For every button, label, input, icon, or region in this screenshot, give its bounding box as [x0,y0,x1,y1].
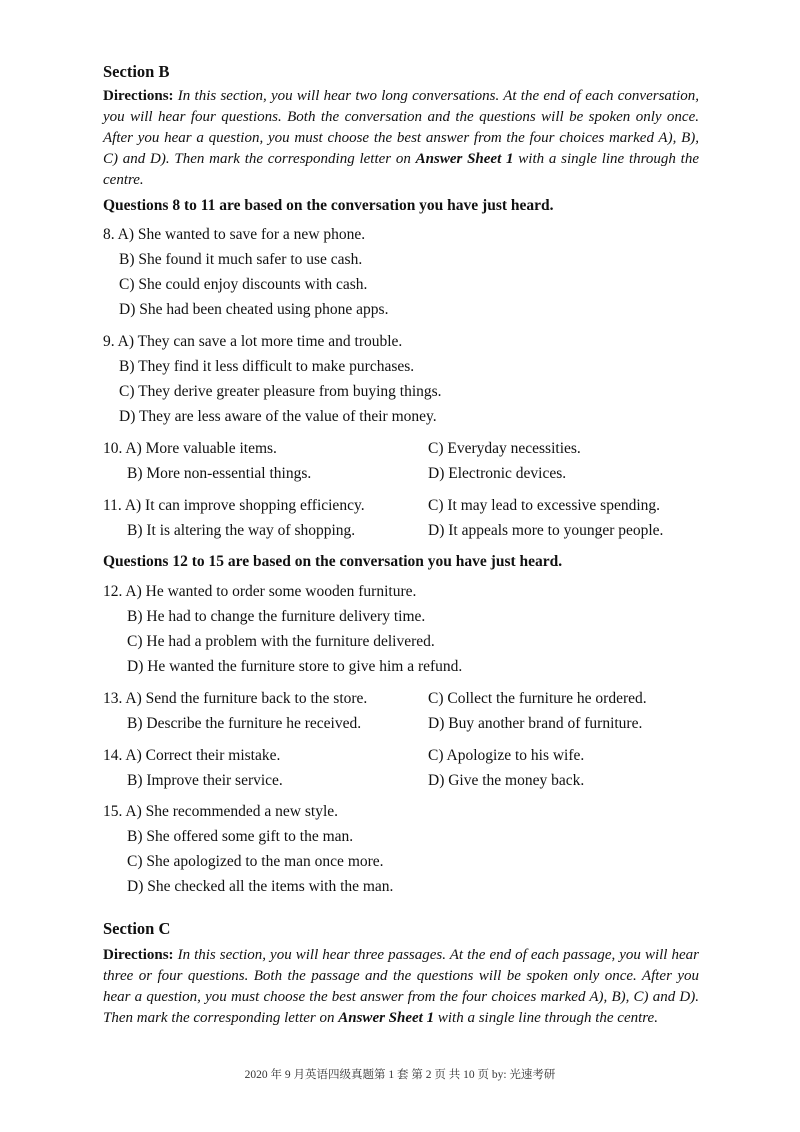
directions-text-end: with a single line through the centre. [434,1010,658,1026]
q11-option-d: D) It appeals more to younger people. [428,522,664,539]
q10-option-c: C) Everyday necessities. [428,440,581,457]
section-c-directions [103,945,699,1029]
q11-option-c: C) It may lead to excessive spending. [428,497,661,514]
section-c-title: Section C [103,919,171,938]
answer-sheet-ref: Answer Sheet 1 [338,1010,435,1026]
directions-label: Directions: [103,88,174,104]
q14-option-d: D) Give the money back. [428,772,585,789]
page-footer: 2020 年 9 月英语四级真题第 1 套 第 2 页 共 10 页 by: 光速考研 [244,1069,556,1081]
section-b-title: Section B [103,62,170,81]
q9-option-d: D) They are less aware of the value of their money. [119,408,437,425]
directions-text: In this section, you will hear two long conversations. At the end of each conversation, you will hear four questions. Both the conversation and the questions will be spoken only once. After you hear a question, you must choose the best answer from the four choices marked A), B), C) and D). Then mark the corresponding letter on [103,88,699,167]
q12-option-d: D) He wanted the furniture store to give him a refund. [127,658,463,675]
q9-option-a: 9. A) They can save a lot more time and trouble. [103,333,403,350]
questions-8-11-header: Questions 8 to 11 are based on the conversation you have just heard. [103,197,554,214]
directions-label: Directions: [103,947,174,963]
q8-option-b: B) She found it much safer to use cash. [119,251,363,268]
q11-option-a: 11. A) It can improve shopping efficiency. [103,497,365,514]
q15-option-c: C) She apologized to the man once more. [127,853,384,870]
q8-option-a: 8. A) She wanted to save for a new phone. [103,226,366,243]
q15-option-a: 15. A) She recommended a new style. [103,803,339,820]
q11-option-b: B) It is altering the way of shopping. [127,522,356,539]
q15-option-b: B) She offered some gift to the man. [127,828,354,845]
q10-option-a: 10. A) More valuable items. [103,440,277,457]
q10-option-d: D) Electronic devices. [428,465,567,482]
directions-text-end: with a single line through the centre. [103,151,699,188]
q12-option-c: C) He had a problem with the furniture delivered. [127,633,435,650]
q12-option-a: 12. A) He wanted to order some wooden furniture. [103,583,417,600]
q9-option-b: B) They find it less difficult to make purchases. [119,358,415,375]
q15-option-d: D) She checked all the items with the man. [127,878,394,895]
q12-option-b: B) He had to change the furniture delivery time. [127,608,426,625]
q8-option-c: C) She could enjoy discounts with cash. [119,276,368,293]
q9-option-c: C) They derive greater pleasure from buying things. [119,383,442,400]
questions-12-15-header: Questions 12 to 15 are based on the conversation you have just heard. [103,553,563,570]
q13-option-b: B) Describe the furniture he received. [127,715,362,732]
q13-option-d: D) Buy another brand of furniture. [428,715,643,732]
q13-option-c: C) Collect the furniture he ordered. [428,690,647,707]
q8-option-d: D) She had been cheated using phone apps. [119,301,389,318]
directions-text: In this section, you will hear three passages. At the end of each passage, you will hear three or four questions. Both the passage and the questions will be spoken only once. After you hear a question, you must choose the best answer from the four choices marked A), B), C) and D). Then mark the corresponding letter on [103,947,699,1026]
section-b-directions [103,86,699,191]
q14-option-b: B) Improve their service. [127,772,283,789]
q13-option-a: 13. A) Send the furniture back to the store. [103,690,368,707]
q14-option-c: C) Apologize to his wife. [428,747,585,764]
answer-sheet-ref: Answer Sheet 1 [415,151,514,167]
q10-option-b: B) More non-essential things. [127,465,312,482]
q14-option-a: 14. A) Correct their mistake. [103,747,281,764]
